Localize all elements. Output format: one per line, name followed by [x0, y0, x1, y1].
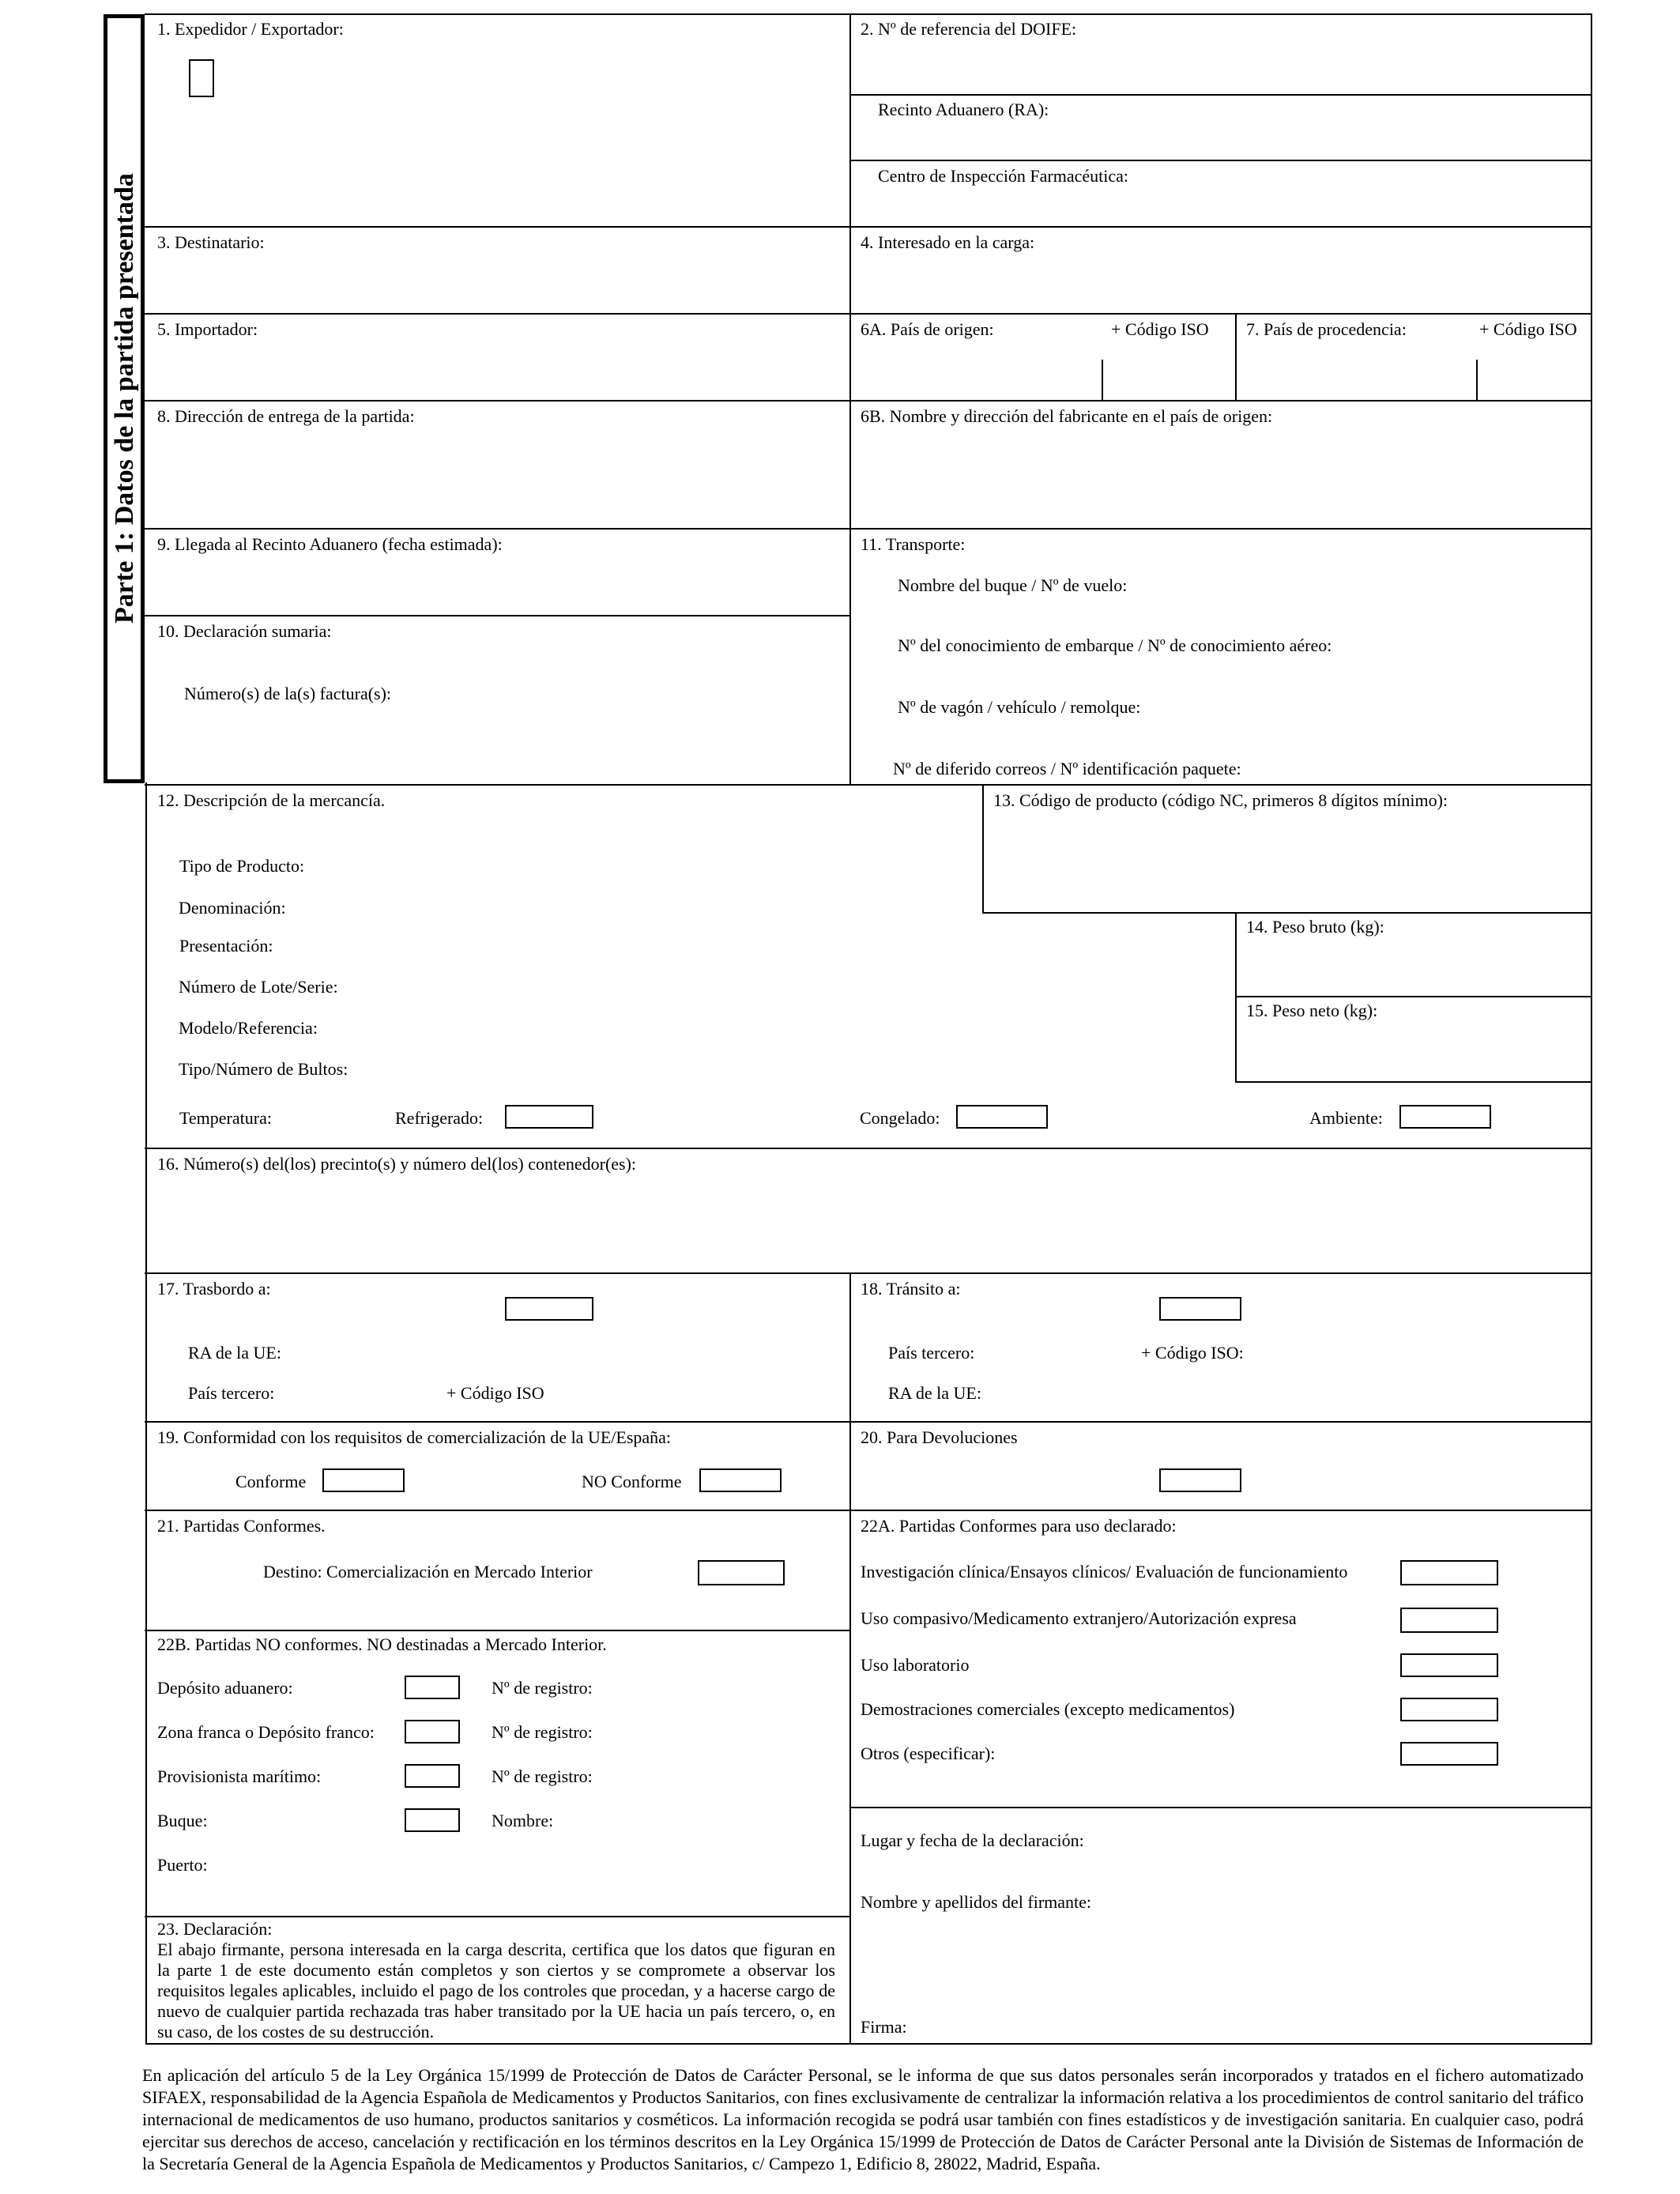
field-11-conocimiento-label: Nº del conocimiento de embarque / Nº de conocimiento aéreo:: [898, 635, 1332, 655]
refrigerado-checkbox[interactable]: [505, 1105, 593, 1129]
field-19-conforme-checkbox[interactable]: [322, 1468, 405, 1492]
field-23-declaration-text: El abajo firmante, persona interesada en la carga descrita, certifica que los datos que figuran en la parte 1 de este documento están completos y son ciertos y se compromete a observar los requisitos legales aplicables, incluido el pago de los controles que procedan, y a hacerse cargo de nuevo de cualquier partida rechazada tras haber transitado por la UE hacia un país tercero, o, en su caso, de los costes de su destrucción.: [157, 1940, 835, 2041]
line-14-15: [1235, 996, 1591, 997]
field-21-checkbox[interactable]: [698, 1560, 785, 1585]
lugar-fecha-label: Lugar y fecha de la declaración:: [861, 1830, 1084, 1850]
field-18-ra-label: RA de la UE:: [888, 1383, 981, 1403]
frame-bottom: [145, 2043, 1592, 2045]
field-11-buque-label: Nombre del buque / Nº de vuelo:: [898, 575, 1128, 595]
field-20-label: 20. Para Devoluciones: [861, 1427, 1018, 1447]
field-7-iso-label: + Código ISO: [1479, 319, 1577, 339]
field-22b-provisionista-label: Provisionista marítimo:: [157, 1766, 322, 1786]
field-17-iso-label: + Código ISO: [446, 1383, 544, 1403]
field-22a-4-label: Demostraciones comerciales (excepto medicamentos): [861, 1699, 1235, 1719]
field-11-vagon-label: Nº de vagón / vehículo / remolque:: [898, 697, 1141, 717]
line-13-left: [982, 784, 984, 914]
field-2-label: 2. Nº de referencia del DOIFE:: [861, 19, 1077, 39]
line-r3: [145, 400, 1591, 401]
firma-label: Firma:: [861, 2017, 907, 2037]
field-2-cif-label: Centro de Inspección Farmacéutica:: [878, 166, 1129, 186]
field-22a-label: 22A. Partidas Conformes para uso declarado:: [861, 1516, 1177, 1536]
field-22a-5-label: Otros (especificar):: [861, 1744, 996, 1763]
field-22b-nombre-label: Nombre:: [492, 1811, 554, 1830]
field-12-lote-label: Número de Lote/Serie:: [179, 977, 338, 997]
field-22a-2-checkbox[interactable]: [1400, 1608, 1498, 1633]
field-12-presentacion-label: Presentación:: [179, 936, 273, 956]
side-label: Parte 1: Datos de la partida presentada: [110, 173, 139, 624]
frame-top: [145, 13, 1592, 15]
field-12-denominacion-label: Denominación:: [179, 898, 286, 918]
field-12-label: 12. Descripción de la mercancía.: [157, 790, 386, 810]
field-18-label: 18. Tránsito a:: [861, 1279, 961, 1299]
field-3-label: 3. Destinatario:: [157, 232, 265, 252]
field-6a-iso-label: + Código ISO: [1111, 319, 1209, 339]
field-8-label: 8. Dirección de entrega de la partida:: [157, 406, 415, 426]
field-22b-deposito-registro-label: Nº de registro:: [492, 1678, 593, 1698]
field-12-tipo-label: Tipo de Producto:: [179, 856, 305, 876]
field-22b-label: 22B. Partidas NO conformes. NO destinadas a Mercado Interior.: [157, 1634, 607, 1654]
line-r1: [145, 226, 1591, 228]
field-22b-provisionista-registro-label: Nº de registro:: [492, 1766, 593, 1786]
field-22b-puerto-label: Puerto:: [157, 1855, 208, 1875]
field-17-pais-label: País tercero:: [188, 1383, 275, 1403]
congelado-label: Congelado:: [860, 1108, 940, 1128]
divider-mid-bottom: [849, 1272, 851, 2044]
line-9-10: [145, 615, 850, 616]
divider-mid-top: [849, 13, 851, 784]
refrigerado-label: Refrigerado:: [395, 1108, 484, 1128]
field-11-label: 11. Transporte:: [861, 534, 966, 554]
ambiente-checkbox[interactable]: [1399, 1105, 1491, 1129]
line-2b: [850, 160, 1591, 161]
field-11-correos-label: Nº de diferido correos / Nº identificación paquete:: [893, 759, 1241, 778]
field-22a-3-checkbox[interactable]: [1400, 1653, 1498, 1677]
field-16-label: 16. Número(s) del(los) precinto(s) y número del(los) contenedor(es):: [157, 1154, 637, 1174]
line-13-bottom: [982, 912, 1591, 914]
line-22b-23: [145, 1916, 850, 1917]
nombre-firmante-label: Nombre y apellidos del firmante:: [861, 1892, 1092, 1912]
field-1-label: 1. Expedidor / Exportador:: [157, 19, 344, 39]
line-r9: [145, 1510, 1591, 1511]
field-19-conforme-label: Conforme: [235, 1472, 307, 1491]
field-13-label: 13. Código de producto (código NC, primeros 8 dígitos mínimo):: [993, 790, 1448, 810]
field-22b-deposito-checkbox[interactable]: [405, 1676, 460, 1699]
field-19-label: 19. Conformidad con los requisitos de comercialización de la UE/España:: [157, 1427, 672, 1447]
field-21-label: 21. Partidas Conformes.: [157, 1516, 326, 1536]
line-r8: [145, 1421, 1591, 1423]
field-22a-1-checkbox[interactable]: [1400, 1560, 1498, 1585]
line-22a-bottom: [849, 1807, 1591, 1808]
line-2a: [850, 94, 1591, 96]
line-r4: [145, 528, 1591, 530]
field-7-label: 7. País de procedencia:: [1246, 319, 1407, 339]
field-22b-zona-label: Zona franca o Depósito franco:: [157, 1722, 375, 1742]
temperatura-label: Temperatura:: [179, 1108, 272, 1128]
field-15-label: 15. Peso neto (kg):: [1246, 1001, 1378, 1020]
frame-left: [145, 782, 147, 2045]
field-10-facturas-label: Número(s) de la(s) factura(s):: [184, 684, 392, 703]
field-18-checkbox[interactable]: [1159, 1297, 1241, 1321]
field-20-checkbox[interactable]: [1159, 1468, 1241, 1492]
field-22a-4-checkbox[interactable]: [1400, 1698, 1498, 1721]
line-15-bottom: [1235, 1081, 1591, 1083]
field-22b-buque-checkbox[interactable]: [405, 1808, 460, 1832]
congelado-checkbox[interactable]: [956, 1105, 1048, 1129]
field-2-ra-label: Recinto Aduanero (RA):: [878, 100, 1049, 119]
field-6a-label: 6A. País de origen:: [861, 319, 994, 339]
field-17-checkbox[interactable]: [505, 1297, 593, 1321]
field-4-label: 4. Interesado en la carga:: [861, 232, 1035, 252]
field-5-label: 5. Importador:: [157, 319, 258, 339]
field-14-label: 14. Peso bruto (kg):: [1246, 917, 1384, 937]
field-6b-label: 6B. Nombre y dirección del fabricante en el país de origen:: [861, 406, 1273, 426]
field-22a-2-label: Uso compasivo/Medicamento extranjero/Autorización expresa: [861, 1608, 1297, 1628]
field-22a-5-checkbox[interactable]: [1400, 1742, 1498, 1766]
field-19-no-conforme-label: NO Conforme: [582, 1472, 682, 1491]
field-12-modelo-label: Modelo/Referencia:: [179, 1018, 318, 1038]
line-r6: [145, 1148, 1591, 1149]
field-18-iso-label: + Código ISO:: [1141, 1343, 1244, 1363]
line-6a-iso: [1102, 360, 1103, 401]
line-r7: [145, 1272, 1591, 1274]
ambiente-label: Ambiente:: [1309, 1108, 1383, 1128]
field-17-label: 17. Trasbordo a:: [157, 1279, 271, 1299]
field-12-bultos-label: Tipo/Número de Bultos:: [179, 1059, 348, 1079]
field-21-destino-label: Destino: Comercialización en Mercado Interior: [263, 1562, 593, 1581]
field-19-no-conforme-checkbox[interactable]: [699, 1468, 782, 1492]
field-17-ra-label: RA de la UE:: [188, 1343, 281, 1363]
line-r5: [145, 784, 1591, 786]
field-1-checkbox[interactable]: [189, 59, 214, 97]
line-6a-7: [1235, 313, 1237, 401]
field-22a-3-label: Uso laboratorio: [861, 1655, 970, 1675]
line-r2: [145, 313, 1591, 315]
field-22b-deposito-label: Depósito aduanero:: [157, 1678, 293, 1698]
field-22b-provisionista-checkbox[interactable]: [405, 1764, 460, 1788]
field-22b-zona-registro-label: Nº de registro:: [492, 1722, 593, 1742]
field-23-label: 23. Declaración:: [157, 1919, 273, 1939]
field-10-label: 10. Declaración sumaria:: [157, 621, 332, 641]
frame-right: [1591, 13, 1592, 2045]
field-22b-buque-label: Buque:: [157, 1811, 208, 1830]
line-21-22b: [145, 1630, 850, 1631]
privacy-footer: En aplicación del artículo 5 de la Ley Orgánica 15/1999 de Protección de Datos de Carácter Personal, se le informa de que sus datos personales serán incorporados y tratados en el fichero automatizado SIFAEX, responsabilidad de la Agencia Española de Medicamentos y Productos Sanitarios, con fines exclusivamente de centralizar la información relativa a los procedimientos de control sanitario del tráfico internacional de medicamentos de uso humano, productos sanitarios y cosméticos. La información recogida se podrá usar también con fines estadísticos y de investigación sanitaria. En cualquier caso, podrá ejercitar sus derechos de acceso, cancelación y rectificación en los términos descritos en la Ley Orgánica 15/1999 de Protección de Datos de Carácter Personal ante la División de Sistemas de Información de la Secretaría General de la Agencia Española de Medicamentos y Productos Sanitarios, c/ Campezo 1, Edificio 8, 28022, Madrid, España.: [142, 2065, 1584, 2173]
line-7-iso: [1476, 360, 1478, 401]
field-9-label: 9. Llegada al Recinto Aduanero (fecha estimada):: [157, 534, 503, 554]
field-22a-1-label: Investigación clínica/Ensayos clínicos/ Evaluación de funcionamiento: [861, 1562, 1348, 1581]
field-18-pais-label: País tercero:: [888, 1343, 975, 1363]
line-14-left: [1235, 912, 1237, 1083]
field-22b-zona-checkbox[interactable]: [405, 1720, 460, 1744]
